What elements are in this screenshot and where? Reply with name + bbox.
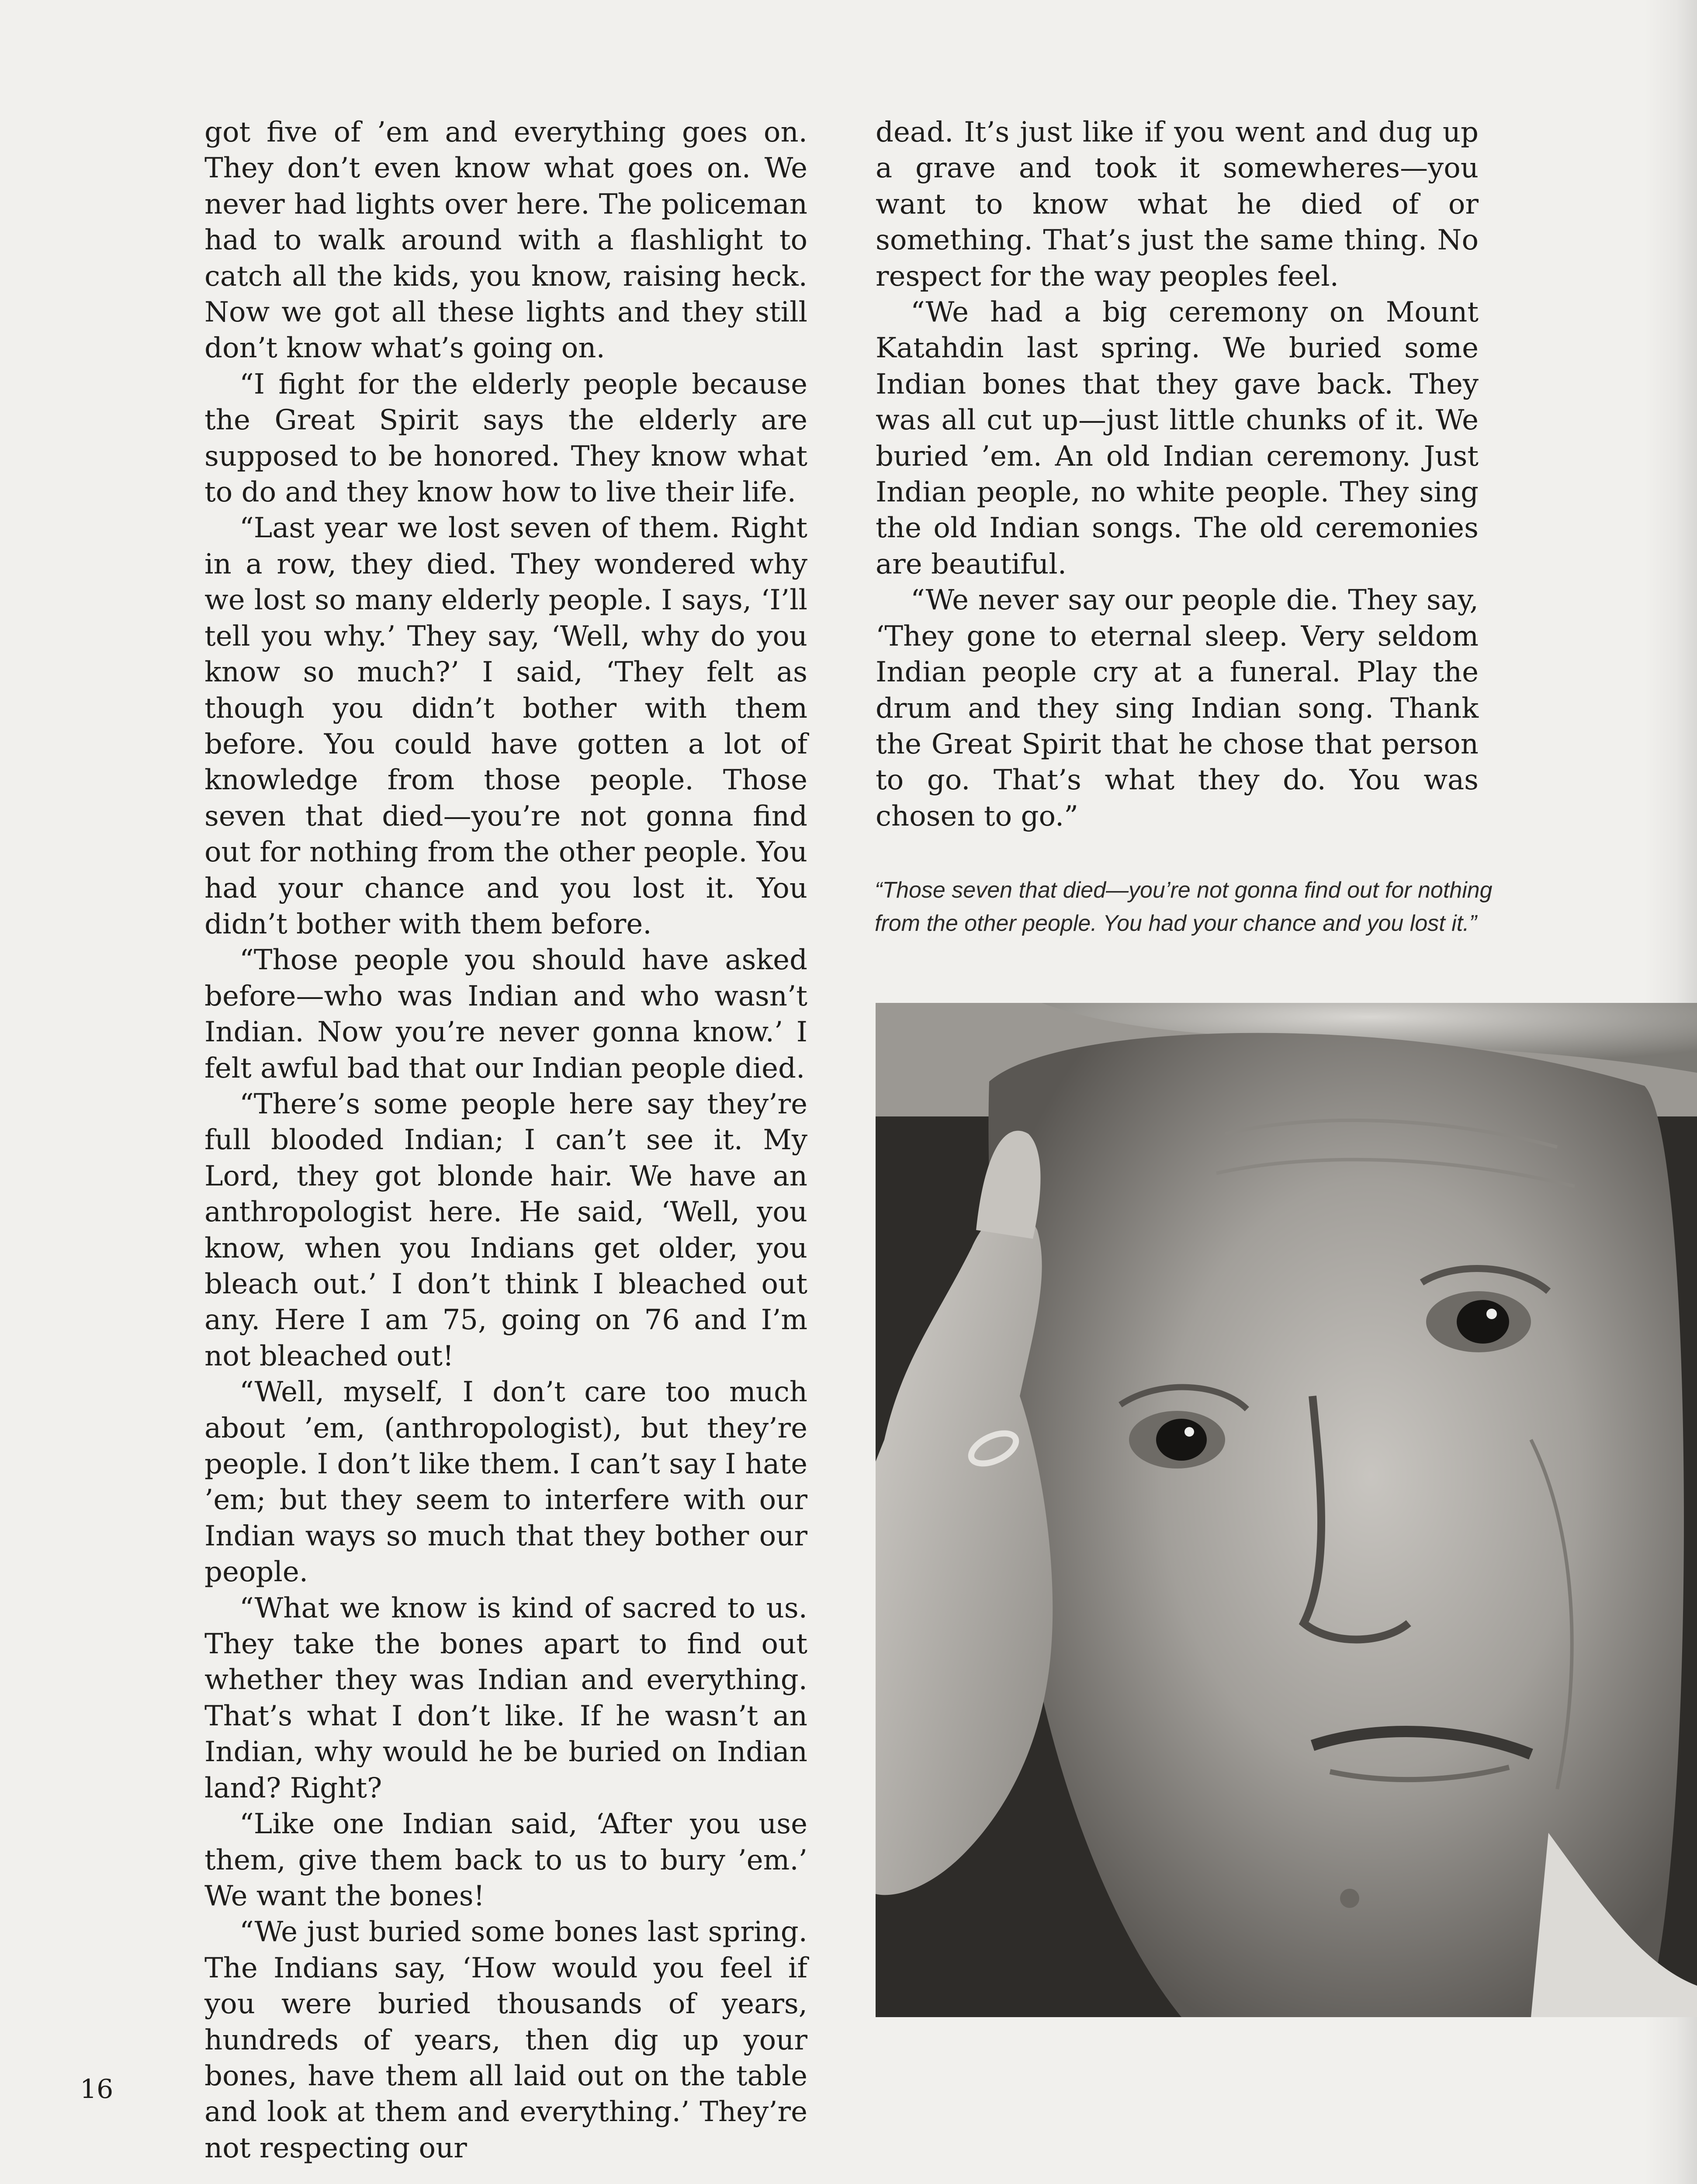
portrait-photo xyxy=(876,1003,1697,2017)
paragraph: got five of ’em and everything goes on. They don’t even know what goes on. We never had lights over here. The policeman had to walk around with a flashlight to catch all the kids, you know, raising heck. Now we got all these lights and they still don’t know what’s going on. xyxy=(204,116,807,365)
right-text-column xyxy=(876,114,1479,834)
left-text-column xyxy=(204,114,807,2166)
photo-caption: “Those seven that died—you’re not gonna find out for nothing from the other people. You had your chance and you lost it.” xyxy=(875,878,1493,936)
paragraph: “I fight for the elderly people because the Great Spirit says the elderly are supposed to be honored. They know what to do and they know how to live their life. xyxy=(204,368,807,509)
paragraph: “We never say our people die. They say, ‘They gone to eternal sleep. Very seldom Indian people cry at a funeral. Play the drum and they sing Indian song. Thank the Great Spirit that he chose that person to go. That’s what they do. You was chosen to go.” xyxy=(876,584,1479,833)
paragraph: “What we know is kind of sacred to us. They take the bones apart to find out whether they was Indian and everything. That’s what I don’t like. If he wasn’t an Indian, why would he be buried on Indian land? Right? xyxy=(204,1592,807,1804)
paragraph: “Last year we lost seven of them. Right in a row, they died. They wondered why we lost so many elderly people. I says, ‘I’ll tell you why.’ They say, ‘Well, why do you know so much?’ I said, ‘They felt as though you didn’t bother with them before. You could have gotten a lot of knowledge from those people. Those seven that died—you’re not gonna find out for nothing from the other people. You had your chance and you lost it. You didn’t bother with them before. xyxy=(204,512,807,940)
paragraph: “We just buried some bones last spring. The Indians say, ‘How would you feel if you were buried thousands of years, hundreds of years, then dig up your bones, have them all laid out on the table and look at them and everything.’ They’re not respecting our xyxy=(204,1916,807,2164)
paragraph: “Those people you should have asked before—who was Indian and who wasn’t Indian. Now you’re never gonna know.’ I felt awful bad that our Indian people died. xyxy=(204,944,807,1085)
paragraph: “Well, myself, I don’t care too much about ’em, (anthropologist), but they’re people. I don’t like them. I can’t say I hate ’em; but they seem to interfere with our Indian ways so much that they bother our people. xyxy=(204,1376,807,1589)
portrait-illustration xyxy=(876,1003,1697,2017)
paragraph: “Like one Indian said, ‘After you use them, give them back to us to bury ’em.’ We want the bones! xyxy=(204,1808,807,1912)
page-number: 16 xyxy=(80,2074,114,2105)
paragraph: “There’s some people here say they’re full blooded Indian; I can’t see it. My Lord, they got blonde hair. We have an anthropologist here. He said, ‘Well, you know, when you Indians get older, you bleach out.’ I don’t think I bleached out any. Here I am 75, going on 76 and I’m not bleached out! xyxy=(204,1088,807,1372)
paragraph: dead. It’s just like if you went and dug up a grave and took it somewheres—you want to know what he died of or something. That’s just the same thing. No respect for the way peoples feel. xyxy=(876,116,1479,293)
paragraph: “We had a big ceremony on Mount Katahdin last spring. We buried some Indian bones that they gave back. They was all cut up—just little chunks of it. We buried ’em. An old Indian ceremony. Just Indian people, no white people. They sing the old Indian songs. The old ceremonies are beautiful. xyxy=(876,296,1479,581)
